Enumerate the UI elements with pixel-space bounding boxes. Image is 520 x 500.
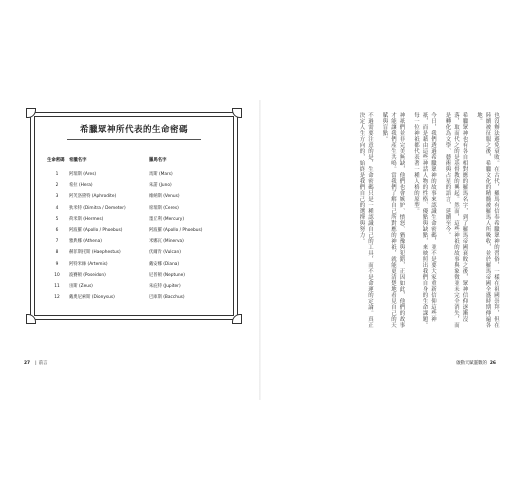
table-row <box>31 169 237 180</box>
left-running-head: 前言 <box>38 361 48 366</box>
row-number: 9 <box>55 261 59 267</box>
row-number: 10 <box>54 272 60 278</box>
row-number: 5 <box>55 216 59 222</box>
body-paragraph: 神祇們並非完美無缺，他們也會嫉妒、憤怒、猶豫與犯錯，正因如此，他們的故事才能讓我們產生共鳴。當我們了解自己所對應的神祇，就能更清楚地看見自己的天賦與盲點。 <box>381 112 405 328</box>
row-greek-name: 波賽頓 (Poseidon) <box>69 272 106 278</box>
row-number: 12 <box>54 295 60 301</box>
body-paragraph: 也沒辦法避免衰敗。在古代，羅馬有信奉希臘眾神的習俗，一樣在祖國崇拜，但在陸續被征服之後，希臘文化的精髓被羅馬人所吸收，並於羅馬帝國全盛時期傳遍各地。 <box>476 112 499 328</box>
header-roman-name: 羅馬名字 <box>149 158 167 163</box>
header-number: 生命密碼 <box>47 158 65 163</box>
row-greek-name: 戴奧尼索斯 (Dionysus) <box>69 295 115 301</box>
table-row <box>31 281 237 292</box>
title-rule <box>67 139 201 140</box>
body-paragraph: 今日，我們透過希臘眾神的故事來認識生命密碼，並不是要大家重新信仰這些神祇，而是藉由這些神話人物的性格、優點與缺點，來映照出我們自身的生命課題。每一位神祇都代表著一種人格的原型。 <box>413 112 436 328</box>
right-folio <box>456 360 496 366</box>
body-paragraph: 不過需要注意的是，生命密碼只是一種認識自己的工具，而不是命運的定論。真正決定人生方向的，始終是我們自己的選擇與努力。 <box>358 112 373 328</box>
row-roman-name: 朱庇特 (Jupiter) <box>149 283 181 289</box>
table-row <box>31 292 237 303</box>
page-gutter <box>259 100 261 400</box>
table-row <box>31 180 237 191</box>
row-roman-name: 米娜瓦 (Minerva) <box>149 239 184 245</box>
row-greek-name: 阿芙洛黛特 (Aphrodite) <box>69 194 117 200</box>
row-number: 8 <box>55 250 59 256</box>
row-number: 7 <box>55 239 59 245</box>
vertical-body-text <box>300 112 500 330</box>
row-roman-name: 伏爾肯 (Vulcan) <box>149 250 181 256</box>
table-row <box>31 270 237 281</box>
row-roman-name: 朱諾 (Juno) <box>149 183 172 189</box>
row-greek-name: 荷米斯 (Hermes) <box>69 216 104 222</box>
left-page-number: 27 <box>24 361 31 366</box>
row-number: 1 <box>55 172 59 177</box>
row-greek-name: 希拉 (Hera) <box>69 183 93 189</box>
row-number: 6 <box>55 227 59 233</box>
left-folio <box>24 360 47 366</box>
table-row <box>31 259 237 270</box>
table-row <box>31 247 237 258</box>
header-greek-name: 希臘名字 <box>69 158 87 163</box>
row-number: 11 <box>54 283 60 289</box>
table-title: 希臘眾神所代表的生命密碼 <box>79 125 188 135</box>
row-number: 2 <box>55 183 59 189</box>
table-row <box>31 236 237 247</box>
table-row <box>31 214 237 225</box>
folio-separator: | <box>35 361 37 366</box>
table-row <box>31 191 237 202</box>
row-roman-name: 席瑞斯 (Ceres) <box>149 205 179 211</box>
table-frame <box>30 112 238 320</box>
row-roman-name: 戴安娜 (Diana) <box>149 261 180 267</box>
frame-corner <box>232 314 242 324</box>
row-greek-name: 阿瑞斯 (Ares) <box>69 172 97 177</box>
row-greek-name: 阿特米絲 (Artemis) <box>69 261 108 267</box>
row-roman-name: 尼普頓 (Neptune) <box>149 272 185 278</box>
table-body <box>31 169 237 303</box>
row-roman-name: 維納斯 (Venus) <box>149 194 180 200</box>
right-page-number: 26 <box>489 361 496 366</box>
row-number: 4 <box>55 205 59 211</box>
body-paragraph: 希臘眾神也有各自相對應的羅馬名字，到了羅馬帝國衰敗之後，眾神信仰逐漸沒落，取而代之的是基督教的興起。然而，這些神祇的故事與象徵並未完全消失，而是轉化為文學、藝術與占星的語言，延續至今。 <box>444 112 468 328</box>
row-greek-name: 阿波羅 (Apollo / Phoebus) <box>69 227 123 233</box>
right-running-head: 啟動天賦靈數的 <box>456 361 487 366</box>
row-greek-name: 宙斯 (Zeus) <box>69 283 93 289</box>
row-number: 3 <box>55 194 59 200</box>
row-roman-name: 阿波羅 (Apollo / Phoebus) <box>149 227 203 233</box>
table-row <box>31 203 237 214</box>
row-roman-name: 巴庫斯 (Bacchus) <box>149 295 185 301</box>
row-greek-name: 赫菲斯托斯 (Haephestus) <box>69 250 121 256</box>
table-row <box>31 225 237 236</box>
row-greek-name: 雅典娜 (Athena) <box>69 239 102 245</box>
row-roman-name: 馬斯 (Mars) <box>149 172 173 177</box>
row-roman-name: 墨丘利 (Mercury) <box>149 216 185 222</box>
row-greek-name: 狄米特 (Dimitra / Demeter) <box>69 205 126 211</box>
